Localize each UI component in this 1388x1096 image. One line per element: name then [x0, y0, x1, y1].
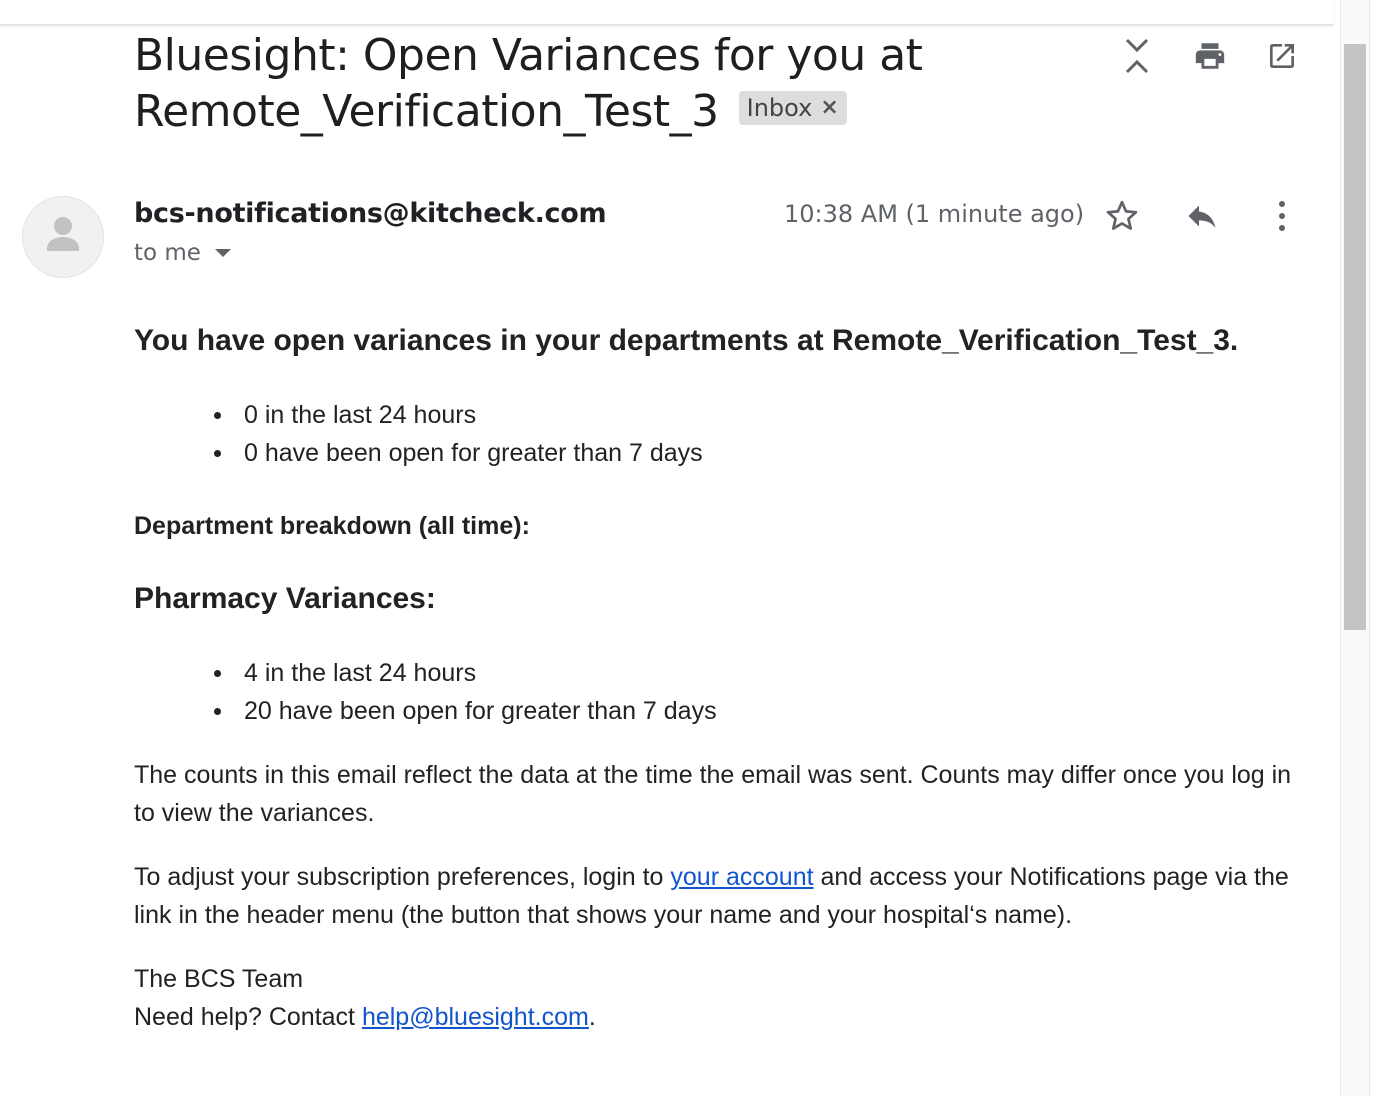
list-item: 0 in the last 24 hours	[210, 396, 703, 434]
preferences-text-after: and access your Notifications page via the link in the header menu (the button that shows your name and your hospital‘s name).	[134, 863, 1289, 929]
help-text-after: .	[588, 1003, 596, 1031]
subject-line-2-text: Remote_Verification_Test_3	[134, 86, 719, 137]
scrollbar-thumb[interactable]	[1344, 44, 1366, 630]
email-subject	[134, 28, 1094, 140]
more-vertical-icon[interactable]	[1262, 196, 1302, 236]
subject-line-1: Bluesight: Open Variances for you at	[134, 30, 923, 81]
sender-address: bcs-notifications@kitcheck.com	[134, 198, 607, 229]
department-breakdown-heading: Department breakdown (all time):	[134, 512, 530, 540]
signature	[134, 960, 1304, 1036]
body-heading: You have open variances in your departments at Remote_Verification_Test_3.	[134, 324, 1239, 357]
pharmacy-variances-heading: Pharmacy Variances:	[134, 582, 436, 615]
help-email-link[interactable]: help@bluesight.com	[361, 1003, 589, 1031]
signoff-text: The BCS Team	[134, 965, 304, 993]
list-item: 20 have been open for greater than 7 days	[210, 692, 717, 730]
open-in-new-window-icon[interactable]	[1262, 36, 1302, 76]
preferences-text-before: To adjust your subscription preferences, login to	[134, 863, 671, 891]
chevron-down-icon[interactable]	[215, 249, 231, 257]
summary-list	[210, 396, 703, 472]
recipient-details-toggle[interactable]	[134, 240, 231, 266]
list-item: 0 have been open for greater than 7 days	[210, 434, 703, 472]
default-avatar-icon	[22, 196, 104, 278]
subject-line-2	[134, 84, 1094, 140]
reply-icon[interactable]	[1182, 196, 1222, 236]
collapse-all-icon[interactable]	[1117, 36, 1157, 76]
list-item: 4 in the last 24 hours	[210, 654, 717, 692]
inbox-label-chip[interactable]	[739, 91, 847, 125]
remove-label-button[interactable]: ×	[820, 95, 839, 120]
preferences-note	[134, 858, 1304, 934]
star-icon[interactable]	[1102, 196, 1142, 236]
toolbar-shadow	[0, 0, 1334, 25]
your-account-link[interactable]: your account	[670, 863, 814, 891]
counts-note: The counts in this email reflect the data at the time the email was sent. Counts may differ once you log in to view the variances.	[134, 761, 1292, 827]
pharmacy-list	[210, 654, 717, 730]
inbox-label-text: Inbox	[746, 94, 813, 122]
help-text-before: Need help? Contact	[134, 1003, 362, 1031]
email-timestamp: 10:38 AM (1 minute ago)	[784, 200, 1085, 228]
recipient-label: to me	[134, 240, 201, 266]
print-icon[interactable]	[1190, 36, 1230, 76]
